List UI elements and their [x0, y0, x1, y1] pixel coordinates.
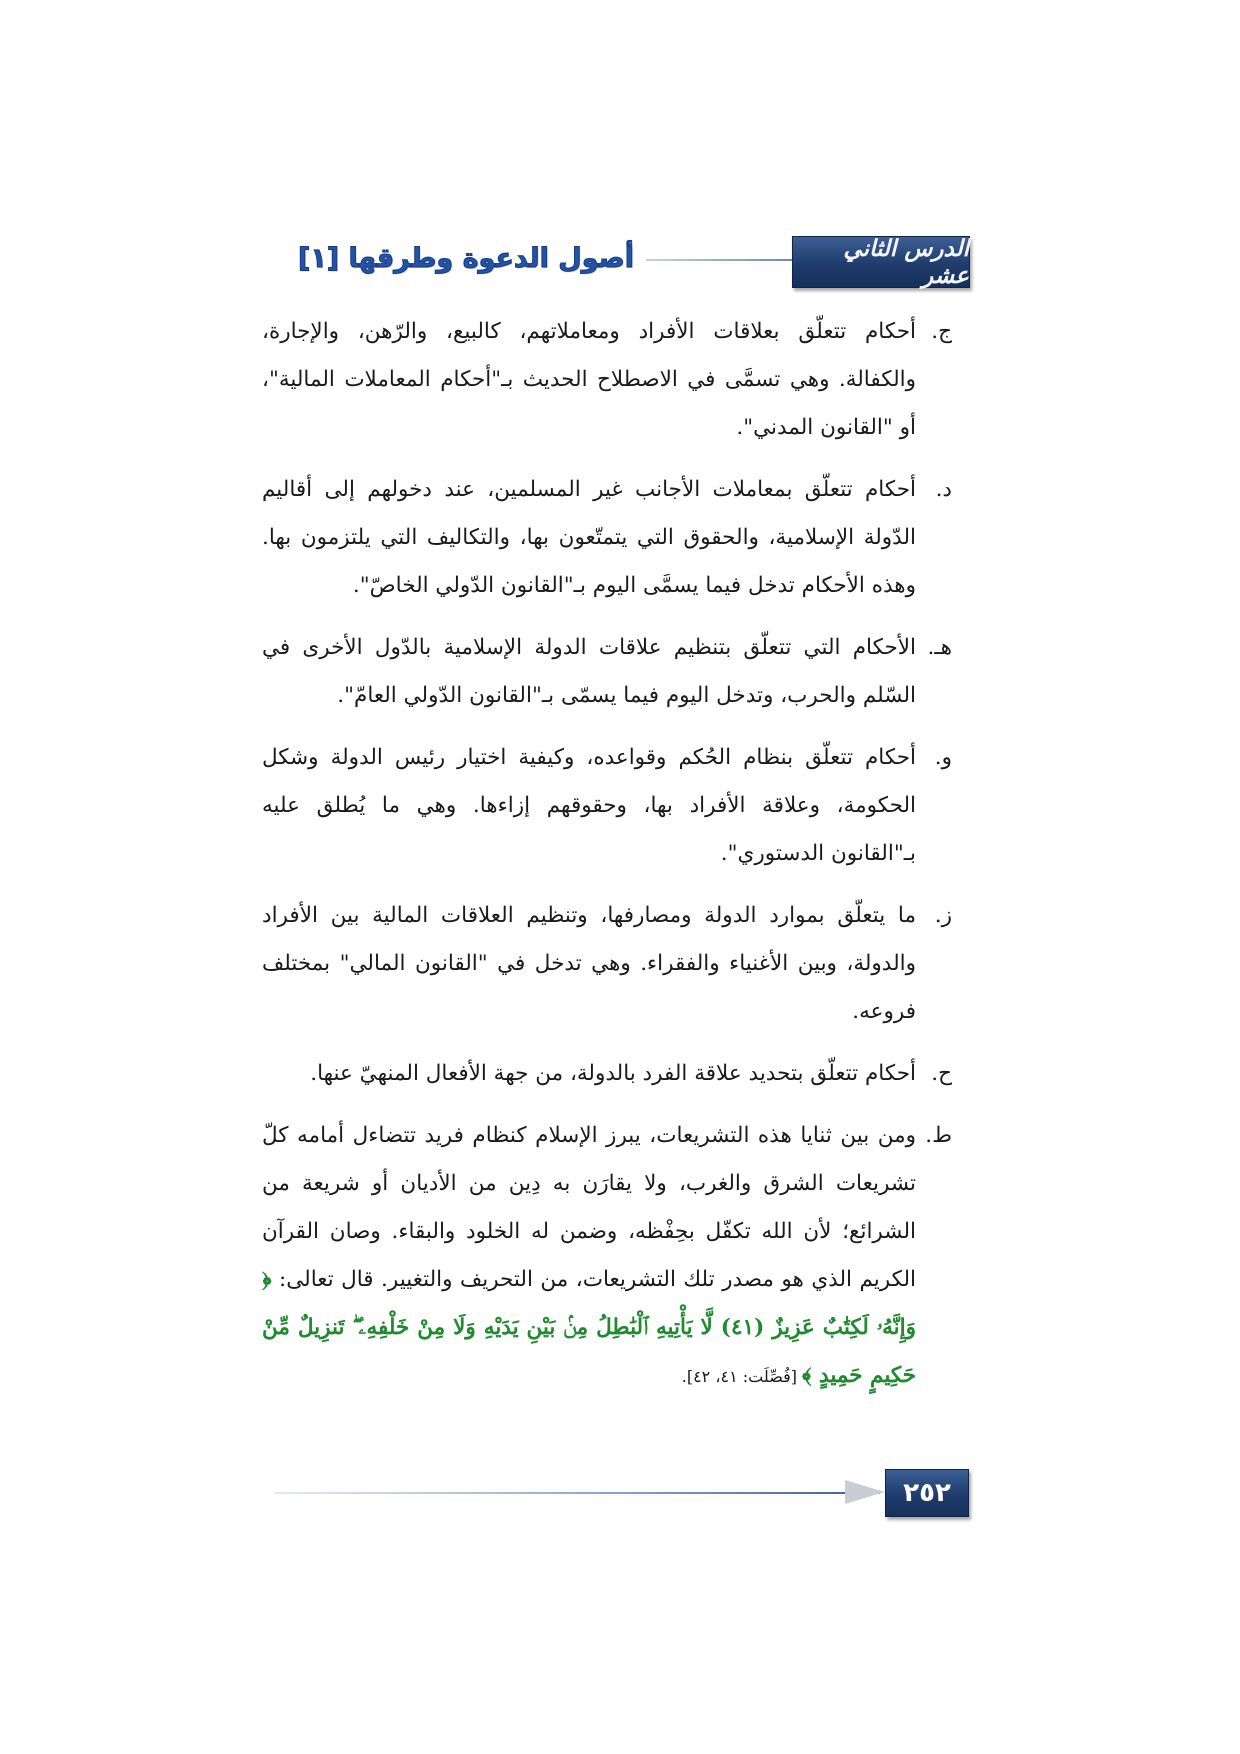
list-item-tta: [262, 1112, 952, 1401]
header-rule: [646, 259, 792, 261]
list-item-dal: [262, 466, 952, 610]
list-item-zay: [262, 892, 952, 1036]
item-text: أحكام تتعلّق بتحديد علاقة الفرد بالدولة، من جهة الأفعال المنهيّ عنها.: [310, 1061, 916, 1086]
footer-wedge: [845, 1480, 885, 1504]
list-item-hha: [262, 1050, 952, 1098]
item-text-with-verse: [262, 1112, 916, 1401]
item-marker: ز.: [934, 903, 952, 928]
item-marker: ح.: [931, 1061, 952, 1086]
footer-rule: [274, 1492, 880, 1494]
item-marker: و.: [934, 745, 952, 770]
running-title: [262, 238, 634, 278]
item-text: ومن بين ثنايا هذه التشريعات، يبرز الإسلام كنظام فريد تتضاءل أمامه كلّ تشريعات الشرق والغرب، ولا يقارَن به دِين من الأديان أو شريعة من الشرائع؛ لأن الله تكفّل بحِفْظه، وضمن له الخلود والبقاء. وصان القرآن الكريم الذي هو مصدر تلك التشريعات، من التحريف والتغيير. قال تعالى:: [262, 1123, 916, 1292]
item-text: الأحكام التي تتعلّق بتنظيم علاقات الدولة الإسلامية بالدّول الأخرى في السّلم والحرب، وتدخل اليوم فيما يسمّى بـ"القانون الدّولي العامّ".: [262, 635, 916, 708]
lesson-badge: [792, 236, 970, 288]
list-item-waw: [262, 734, 952, 878]
lesson-label: الدرس الثاني عشر: [843, 235, 969, 289]
item-text: ما يتعلّق بموارد الدولة ومصارفها، وتنظيم العلاقات المالية بين الأفراد والدولة، وبين الأغنياء والفقراء. وهي تدخل في "القانون المالي" بمختلف فروعه.: [262, 903, 916, 1024]
quran-verse: ﴿ وَإِنَّهُۥ لَكِتَٰبٌ عَزِيزٌ (٤١) لَّا يَأْتِيهِ ٱلْبَٰطِلُ مِنۢ بَيْنِ يَدَيْهِ وَلَا مِنْ خَلْفِهِۦ ۖ تَنزِيلٌ مِّنْ حَكِيمٍ حَمِيدٍ ﴾: [262, 1267, 916, 1388]
item-text: أحكام تتعلّق بعلاقات الأفراد ومعاملاتهم، كالبيع، والرّهن، والإجارة، والكفالة. وهي تسمَّى في الاصطلاح الحديث بـ"أحكام المعاملات المالية"، أو "القانون المدني".: [262, 319, 916, 440]
item-text: أحكام تتعلّق بمعاملات الأجانب غير المسلمين، عند دخولهم إلى أقاليم الدّولة الإسلامية، والحقوق التي يتمتّعون بها، والتكاليف التي يلتزمون بها. وهذه الأحكام تدخل فيما يسمَّى اليوم بـ"القانون الدّولي الخاصّ".: [262, 477, 916, 598]
list-item-jeem: [262, 308, 952, 452]
running-title-text: أصول الدعوة وطرقها [١]: [297, 242, 634, 274]
item-marker: د.: [935, 477, 952, 502]
page-number-badge: [885, 1469, 969, 1517]
item-marker: ط.: [925, 1123, 952, 1148]
item-text: أحكام تتعلّق بنظام الحُكم وقواعده، وكيفية اختيار رئيس الدولة وشكل الحكومة، وعلاقة الأفراد بها، وحقوقهم إزاءها. وهي ما يُطلق عليه بـ"القانون الدستوري".: [262, 745, 916, 866]
list-item-ha: [262, 624, 952, 720]
page-number: ٢٥٢: [903, 1478, 951, 1508]
item-marker: هـ.: [927, 635, 952, 660]
item-marker: ج.: [931, 319, 952, 344]
page-content: [262, 308, 952, 1415]
verse-reference: [فُصِّلَت: ٤١، ٤٢].: [681, 1367, 803, 1386]
